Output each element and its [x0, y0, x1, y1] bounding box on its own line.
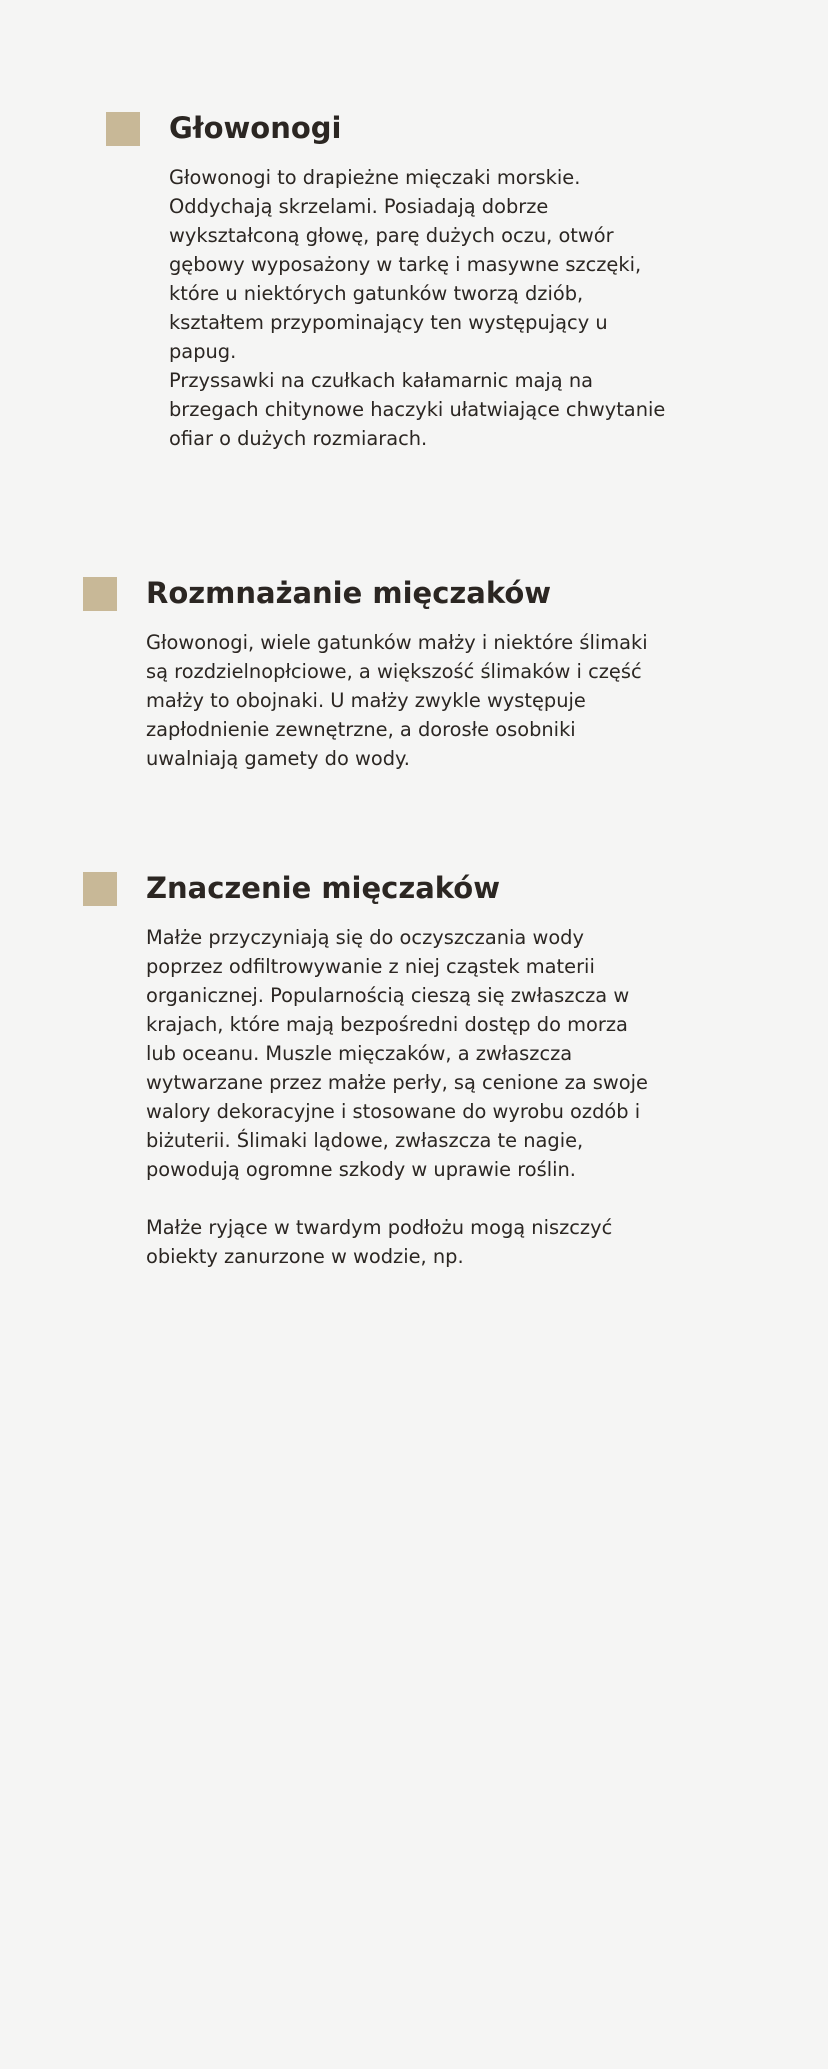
section-marker-square: [83, 577, 117, 611]
text-line: wykształconą głowę, parę dużych oczu, otwór: [169, 224, 614, 247]
section-title-glowonogi: Głowonogi: [169, 111, 342, 145]
text-line: poprzez odfiltrowywanie z niej cząstek materii: [146, 955, 595, 978]
text-line: Małże przyczyniają się do oczyszczania wody: [146, 926, 584, 949]
text-line: Małże ryjące w twardym podłożu mogą niszczyć: [146, 1216, 613, 1239]
section-marker-square: [83, 872, 117, 906]
text-line: walory dekoracyjne i stosowane do wyrobu ozdób i: [146, 1100, 641, 1123]
section-title-znaczenie: Znaczenie mięczaków: [146, 871, 501, 905]
text-line: kształtem przypominający ten występujący u: [169, 311, 608, 334]
section-body-znaczenie: [146, 923, 746, 1184]
text-line: krajach, które mają bezpośredni dostęp do morza: [146, 1013, 628, 1036]
text-line: Głowonogi, wiele gatunków małży i niektóre ślimaki: [146, 631, 648, 654]
text-line: gębowy wyposażony w tarkę i masywne szczęki,: [169, 253, 642, 276]
section-body-glowonogi: [169, 163, 749, 453]
text-line: obiekty zanurzone w wodzie, np.: [146, 1245, 464, 1268]
text-line: małży to obojnaki. U małży zwykle występuje: [146, 689, 586, 712]
text-line: papug.: [169, 340, 237, 363]
text-line: organicznej. Popularnością cieszą się zwłaszcza w: [146, 984, 630, 1007]
text-line: Oddychają skrzelami. Posiadają dobrze: [169, 195, 549, 218]
text-line: biżuterii. Ślimaki lądowe, zwłaszcza te nagie,: [146, 1129, 584, 1152]
text-line: powodują ogromne szkody w uprawie roślin.: [146, 1158, 576, 1181]
text-line: Głowonogi to drapieżne mięczaki morskie.: [169, 166, 581, 189]
section-marker-square: [106, 112, 140, 146]
text-line: są rozdzielnopłciowe, a większość ślimaków i część: [146, 660, 642, 683]
text-line: Przyssawki na czułkach kałamarnic mają na: [169, 369, 594, 392]
text-line: zapłodnienie zewnętrzne, a dorosłe osobniki: [146, 718, 576, 741]
text-line: wytwarzane przez małże perły, są cenione za swoje: [146, 1071, 648, 1094]
section-body-znaczenie-2: [146, 1213, 746, 1271]
text-line: uwalniają gamety do wody.: [146, 747, 410, 770]
text-line: lub oceanu. Muszle mięczaków, a zwłaszcza: [146, 1042, 573, 1065]
text-line: ofiar o dużych rozmiarach.: [169, 427, 428, 450]
text-line: brzegach chitynowe haczyki ułatwiające chwytanie: [169, 398, 666, 421]
section-body-rozmnazanie: [146, 628, 746, 773]
section-title-rozmnazanie: Rozmnażanie mięczaków: [146, 576, 552, 610]
text-line: które u niektórych gatunków tworzą dziób,: [169, 282, 584, 305]
